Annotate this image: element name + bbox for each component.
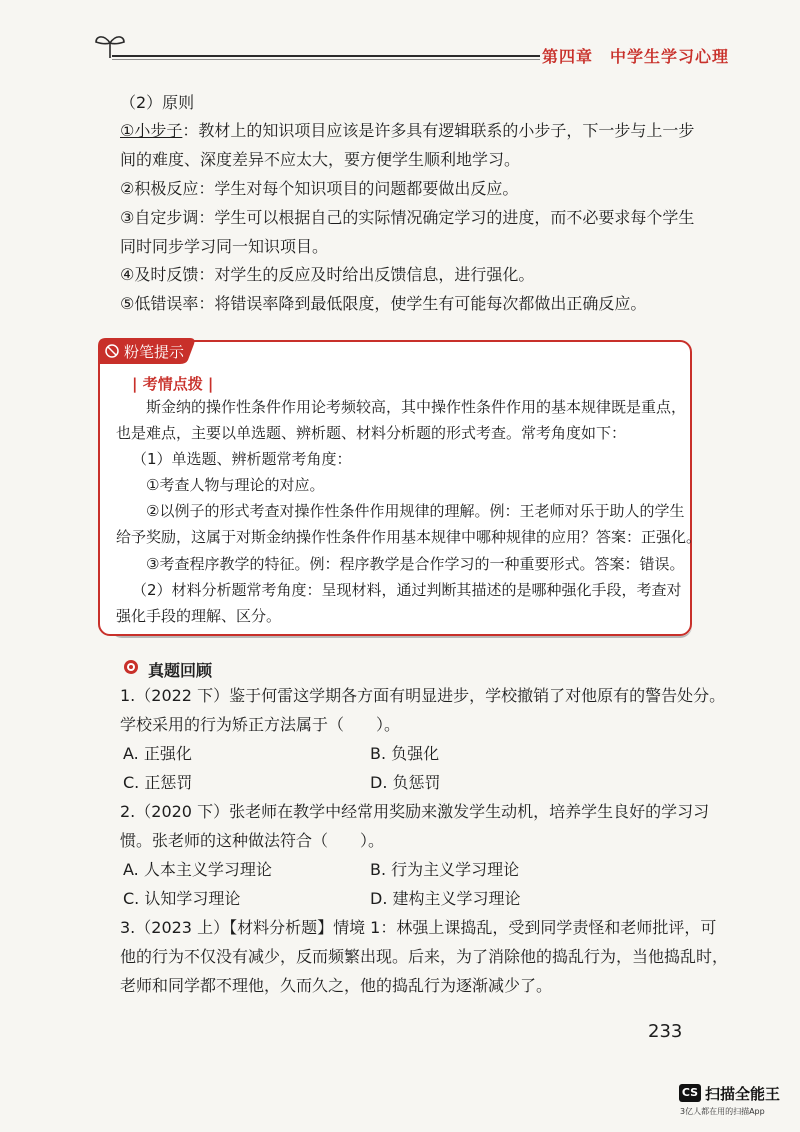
camscanner-logo: CS xyxy=(679,1084,701,1102)
q1-option-b: B. 负强化 xyxy=(370,744,440,763)
principle-5: ⑤低错误率：将错误率降到最低限度，使学生有可能每次都做出正确反应。 xyxy=(120,294,647,313)
q3-line-3: 老师和同学都不理他，久而久之，他的捣乱行为逐渐减少了。 xyxy=(120,976,553,995)
q2-line-1: 2.（2020 下）张老师在教学中经常用奖励来激发学生动机，培养学生良好的学习习 xyxy=(120,802,710,821)
exam-tag: | 考情点拨 | xyxy=(132,375,214,393)
tip-line-4: ①考查人物与理论的对应。 xyxy=(146,476,325,494)
q1-line-1: 1.（2022 下）鉴于何雷这学期各方面有明显进步，学校撤销了对他原有的警告处分。 xyxy=(120,686,726,705)
principles-heading: （2）原则 xyxy=(120,93,195,112)
principle-3-line-1: ③自定步调：学生可以根据自己的实际情况确定学习的进度，而不必要求每个学生 xyxy=(120,208,695,227)
tip-line-3: （1）单选题、辨析题常考角度： xyxy=(132,450,352,468)
principle-2: ②积极反应：学生对每个知识项目的问题都要做出反应。 xyxy=(120,179,519,198)
principle-1-line-2: 间的难度、深度差异不应太大，要方便学生顺利地学习。 xyxy=(120,150,521,169)
tip-line-5: ②以例子的形式考查对操作性条件作用规律的理解。例：王老师对乐于助人的学生 xyxy=(146,502,685,520)
q2-option-a: A. 人本主义学习理论 xyxy=(123,860,272,879)
tip-line-9: 强化手段的理解、区分。 xyxy=(116,607,282,625)
q2-option-d: D. 建构主义学习理论 xyxy=(370,889,521,908)
tip-line-8: （2）材料分析题常考角度：呈现材料，通过判断其描述的是哪种强化手段，考查对 xyxy=(132,581,682,599)
principle-1-label: ①小步子 xyxy=(120,121,183,140)
principle-1-text: ：教材上的知识项目应该是许多具有逻辑联系的小步子，下一步与上一步 xyxy=(182,121,695,140)
tip-line-1: 斯金纳的操作性条件作用论考频较高，其中操作性条件作用的基本规律既是重点， xyxy=(146,398,687,416)
header-rule-thin xyxy=(112,59,540,60)
q2-line-2: 惯。张老师的这种做法符合（ ）。 xyxy=(120,831,385,850)
q1-line-2: 学校采用的行为矫正方法属于（ ）。 xyxy=(120,715,401,734)
q3-line-2: 他的行为不仅没有减少，反而频繁出现。后来，为了消除他的捣乱行为，当他捣乱时， xyxy=(120,947,729,966)
q3-line-1: 3.（2023 上）【材料分析题】情境 1：林强上课捣乱，受到同学责怪和老师批评，可 xyxy=(120,918,717,937)
principle-3-line-2: 同时同步学习同一知识项目。 xyxy=(120,237,329,256)
q1-option-d: D. 负惩罚 xyxy=(370,773,441,792)
principle-4: ④及时反馈：对学生的反应及时给出反馈信息，进行强化。 xyxy=(120,265,535,284)
q1-option-a: A. 正强化 xyxy=(123,744,192,763)
target-icon xyxy=(123,659,139,675)
camscanner-name: 扫描全能王 xyxy=(705,1085,781,1103)
q2-option-b: B. 行为主义学习理论 xyxy=(370,860,520,879)
camscanner-tagline: 3亿人都在用的扫描App xyxy=(680,1107,765,1116)
page-number: 233 xyxy=(648,1021,683,1042)
q1-option-c: C. 正惩罚 xyxy=(123,773,193,792)
tip-line-6: 给予奖励，这属于对斯金纳操作性条件作用基本规律中哪种规律的应用？答案：正强化。 xyxy=(116,528,702,546)
tip-title: 粉笔提示 xyxy=(124,343,185,361)
principle-1-line-1 xyxy=(120,122,710,140)
tip-line-2: 也是难点，主要以单选题、辨析题、材料分析题的形式考查。常考角度如下： xyxy=(116,424,627,442)
q2-option-c: C. 认知学习理论 xyxy=(123,889,241,908)
tip-line-7: ③考查程序教学的特征。例：程序教学是合作学习的一种重要形式。答案：错误。 xyxy=(146,555,685,573)
review-title: 真题回顾 xyxy=(148,661,213,680)
chapter-title: 第四章 中学生学习心理 xyxy=(542,47,730,66)
header-rule xyxy=(112,55,540,57)
